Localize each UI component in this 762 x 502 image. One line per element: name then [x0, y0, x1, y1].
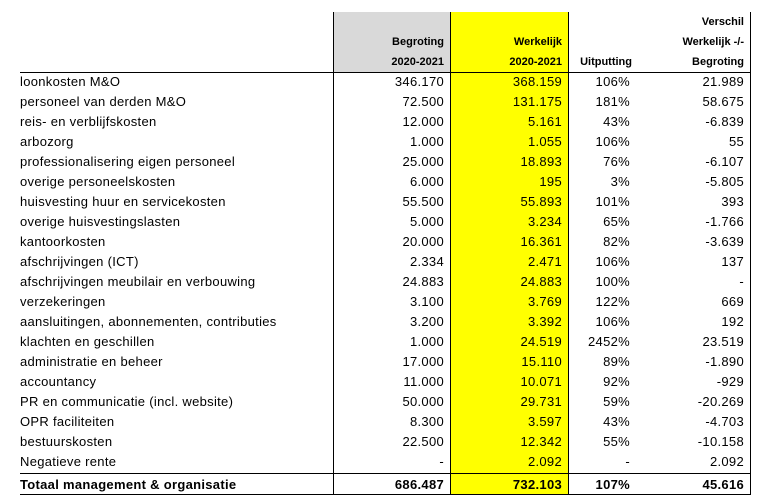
- table-header: [0, 12, 762, 72]
- total-row: [0, 475, 762, 495]
- table-row: [0, 392, 762, 412]
- table-row: [0, 232, 762, 252]
- table-row: [0, 432, 762, 452]
- row-label: afschrijvingen meubilair en verbouwing: [20, 274, 256, 289]
- header-werkelijk: [450, 12, 568, 72]
- row-begroting: 3.200: [409, 314, 444, 329]
- header-uitputting-label: Uitputting: [580, 56, 632, 68]
- row-uitputting: 92%: [603, 374, 630, 389]
- table-row: [0, 292, 762, 312]
- total-verschil: 45.616: [702, 477, 744, 492]
- table-row: [0, 72, 762, 92]
- row-begroting: 11.000: [403, 374, 444, 389]
- row-uitputting: 101%: [595, 194, 630, 209]
- header-verschil: [636, 12, 750, 72]
- table-row: [0, 132, 762, 152]
- row-label: personeel van derden M&O: [20, 94, 187, 109]
- row-werkelijk: 3.234: [527, 214, 562, 229]
- header-begroting-line2: 2020-2021: [391, 56, 444, 68]
- row-werkelijk: 1.055: [527, 134, 562, 149]
- row-verschil: -3.639: [705, 234, 744, 249]
- row-begroting: 22.500: [402, 434, 444, 449]
- row-werkelijk: 195: [539, 174, 562, 189]
- row-label: loonkosten M&O: [20, 74, 121, 89]
- row-uitputting: 3%: [610, 174, 630, 189]
- row-begroting: 1.000: [409, 134, 444, 149]
- row-uitputting: 106%: [595, 254, 630, 269]
- row-begroting: 1.000: [409, 334, 444, 349]
- header-divider: [20, 72, 750, 73]
- table-row: [0, 112, 762, 132]
- row-werkelijk: 368.159: [512, 74, 562, 89]
- row-begroting: 3.100: [409, 294, 444, 309]
- row-uitputting: 106%: [595, 314, 630, 329]
- total-uitputting: 107%: [595, 477, 630, 492]
- row-begroting: 50.000: [402, 394, 444, 409]
- table-row: [0, 252, 762, 272]
- table-row: [0, 152, 762, 172]
- row-label: Negatieve rente: [20, 454, 117, 469]
- row-begroting: 20.000: [402, 234, 444, 249]
- row-begroting: 72.500: [402, 94, 444, 109]
- row-label: aansluitingen, abonnementen, contributies: [20, 314, 277, 329]
- row-verschil: -5.805: [705, 174, 744, 189]
- header-begroting-line1: Begroting: [392, 36, 444, 48]
- row-verschil: 23.519: [702, 334, 744, 349]
- row-uitputting: 106%: [595, 134, 630, 149]
- row-werkelijk: 3.392: [527, 314, 562, 329]
- column-border: [568, 12, 569, 495]
- row-verschil: 55: [728, 134, 744, 149]
- table-row: [0, 332, 762, 352]
- row-uitputting: 55%: [603, 434, 630, 449]
- row-verschil: -6.107: [705, 154, 744, 169]
- row-label: afschrijvingen (ICT): [20, 254, 139, 269]
- row-begroting: 55.500: [402, 194, 444, 209]
- total-werkelijk: 732.103: [512, 477, 562, 492]
- row-werkelijk: 2.092: [527, 454, 562, 469]
- row-label: overige huisvestingslasten: [20, 214, 181, 229]
- row-label: reis- en verblijfskosten: [20, 114, 157, 129]
- row-begroting: 17.000: [402, 354, 444, 369]
- row-uitputting: 122%: [595, 294, 630, 309]
- header-werkelijk-line2: 2020-2021: [509, 56, 562, 68]
- table-row: [0, 412, 762, 432]
- row-begroting: -: [439, 454, 444, 469]
- total-label: Totaal management & organisatie: [20, 477, 237, 492]
- header-verschil-line2: Werkelijk -/-: [682, 36, 744, 48]
- row-verschil: -6.839: [705, 114, 744, 129]
- row-verschil: 669: [721, 294, 744, 309]
- row-begroting: 346.170: [394, 74, 444, 89]
- row-label: accountancy: [20, 374, 97, 389]
- row-begroting: 5.000: [409, 214, 444, 229]
- row-werkelijk: 16.361: [520, 234, 562, 249]
- row-uitputting: 43%: [603, 114, 630, 129]
- total-divider: [20, 473, 750, 474]
- row-begroting: 24.883: [402, 274, 444, 289]
- row-uitputting: 76%: [603, 154, 630, 169]
- row-verschil: -1.890: [705, 354, 744, 369]
- row-uitputting: -: [625, 454, 630, 469]
- total-begroting: 686.487: [394, 477, 444, 492]
- row-label: PR en communicatie (incl. website): [20, 394, 234, 409]
- row-uitputting: 181%: [595, 94, 630, 109]
- row-uitputting: 43%: [603, 414, 630, 429]
- row-verschil: -4.703: [705, 414, 744, 429]
- row-verschil: -10.158: [697, 434, 744, 449]
- row-werkelijk: 3.769: [527, 294, 562, 309]
- row-werkelijk: 24.883: [520, 274, 562, 289]
- table-row: [0, 312, 762, 332]
- row-verschil: 393: [721, 194, 744, 209]
- table-row: [0, 172, 762, 192]
- row-verschil: -1.766: [705, 214, 744, 229]
- row-label: kantoorkosten: [20, 234, 106, 249]
- table-row: [0, 92, 762, 112]
- row-verschil: 58.675: [702, 94, 744, 109]
- table-row: [0, 192, 762, 212]
- row-label: huisvesting huur en servicekosten: [20, 194, 226, 209]
- header-uitputting: [568, 12, 636, 72]
- row-label: OPR faciliteiten: [20, 414, 115, 429]
- row-verschil: -20.269: [697, 394, 744, 409]
- row-werkelijk: 29.731: [520, 394, 562, 409]
- row-uitputting: 89%: [603, 354, 630, 369]
- column-border: [450, 12, 451, 495]
- row-werkelijk: 10.071: [520, 374, 562, 389]
- header-werkelijk-line1: Werkelijk: [513, 36, 562, 48]
- row-werkelijk: 2.471: [527, 254, 562, 269]
- row-uitputting: 106%: [595, 74, 630, 89]
- row-verschil: 2.092: [709, 454, 744, 469]
- row-label: bestuurskosten: [20, 434, 113, 449]
- header-verschil-line1: Verschil: [701, 16, 744, 28]
- row-label: professionalisering eigen personeel: [20, 154, 236, 169]
- header-begroting: [333, 12, 450, 72]
- row-begroting: 6.000: [409, 174, 444, 189]
- table-row: [0, 452, 762, 472]
- column-border: [333, 12, 334, 495]
- row-werkelijk: 3.597: [527, 414, 562, 429]
- row-verschil: 192: [721, 314, 744, 329]
- row-uitputting: 65%: [603, 214, 630, 229]
- table-row: [0, 212, 762, 232]
- row-verschil: -929: [716, 374, 744, 389]
- row-label: overige personeelskosten: [20, 174, 176, 189]
- row-verschil: -: [739, 274, 744, 289]
- header-verschil-line3: Begroting: [692, 56, 744, 68]
- row-label: arbozorg: [20, 134, 74, 149]
- row-werkelijk: 15.110: [521, 354, 562, 369]
- table-row: [0, 352, 762, 372]
- row-werkelijk: 55.893: [520, 194, 562, 209]
- row-begroting: 12.000: [402, 114, 444, 129]
- table-row: [0, 272, 762, 292]
- row-uitputting: 2452%: [588, 334, 630, 349]
- row-werkelijk: 12.342: [520, 434, 562, 449]
- row-uitputting: 100%: [595, 274, 630, 289]
- row-label: klachten en geschillen: [20, 334, 155, 349]
- row-label: verzekeringen: [20, 294, 106, 309]
- row-verschil: 21.989: [702, 74, 744, 89]
- row-verschil: 137: [721, 254, 744, 269]
- row-werkelijk: 5.161: [527, 114, 562, 129]
- column-border: [750, 12, 751, 495]
- row-label: administratie en beheer: [20, 354, 163, 369]
- row-werkelijk: 18.893: [520, 154, 562, 169]
- row-begroting: 2.334: [409, 254, 444, 269]
- table-row: [0, 372, 762, 392]
- row-werkelijk: 131.175: [512, 94, 562, 109]
- row-begroting: 8.300: [409, 414, 444, 429]
- row-begroting: 25.000: [402, 154, 444, 169]
- row-uitputting: 59%: [603, 394, 630, 409]
- row-uitputting: 82%: [603, 234, 630, 249]
- row-werkelijk: 24.519: [520, 334, 562, 349]
